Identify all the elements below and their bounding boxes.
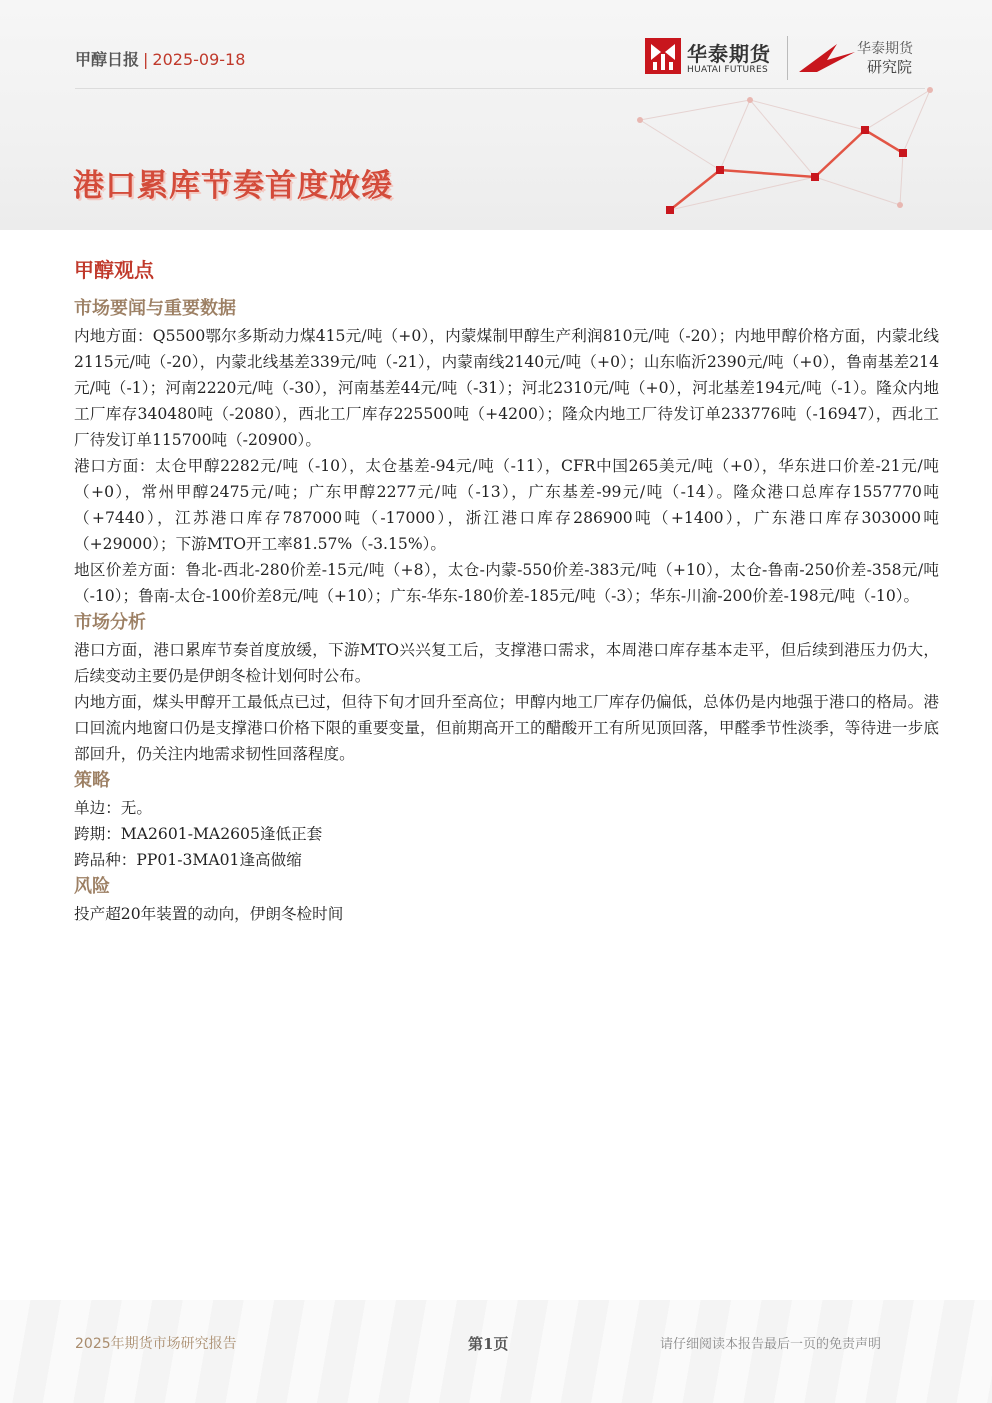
paragraph-inland: 内地方面：Q5500鄂尔多斯动力煤415元/吨（+0），内蒙煤制甲醇生产利润810元/吨（-20）；内地甲醇价格方面，内蒙北线2115元/吨（-20），内蒙北线基差339元/吨（-21），内蒙南线2140元/吨（+0）；山东临沂2390元/吨（+0），鲁南基差214元/吨（-1）；河南2220元/吨（-30），河南基差44元/吨（-31）；河北2310元/吨（+0），河北基差194元/吨（-1）。隆众内地工厂库存340480吨（-2080），西北工厂库存225500吨（+4200）；隆众内地工厂待发订单233776吨（-16947），西北工厂待发订单115700吨（-20900）。 [74,327,939,449]
heading-risk: 风险 [74,876,110,897]
heading-market-analysis: 市场分析 [74,612,146,633]
footer-page-number: 第1页 [468,1335,509,1353]
logo-divider [787,36,788,80]
huatai-futures-logo [645,38,780,78]
institute-line1: 华泰期货 [857,41,913,57]
section-title: 甲醇观点 [74,258,154,282]
report-header [0,0,992,230]
research-institute-logo [797,38,927,80]
heading-strategy: 策略 [74,770,110,791]
report-type-line [75,47,245,70]
strategy-calendar-spread: 跨期：MA2601-MA2605逢低正套 [74,825,323,843]
paragraph-risk: 投产超20年装置的动向，伊朗冬检时间 [74,905,344,923]
network-decoration-graphic [600,80,992,230]
report-content [74,255,939,927]
huatai-logo-mark-icon [645,38,681,74]
paragraph-regional-spread: 地区价差方面：鲁北-西北-280价差-15元/吨（+8），太仓-内蒙-550价差-383元/吨（+10），太仓-鲁南-250价差-358元/吨（-10）；鲁南-太仓-100价差8元/吨（+10）；广东-华东-180价差-185元/吨（-3）；华东-川渝-200价差-198元/吨（-10）。 [74,561,939,605]
footer-report-name: 2025年期货市场研究报告 [75,1336,237,1352]
paragraph-port: 港口方面：太仓甲醇2282元/吨（-10），太仓基差-94元/吨（-11），CFR中国265美元/吨（+0），华东进口价差-21元/吨（+0），常州甲醇2475元/吨；广东甲醇2277元/吨（-13），广东基差-99元/吨（-14）。隆众港口总库存1557770吨（+7440），江苏港口库存787000吨（-17000），浙江港口库存286900吨（+1400），广东港口库存303000吨（+29000）；下游MTO开工率81.57%（-3.15%）。 [74,457,939,553]
paragraph-analysis-inland: 内地方面，煤头甲醇开工最低点已过，但待下旬才回升至高位；甲醇内地工厂库存仍偏低，总体仍是内地强于港口的格局。港口回流内地窗口仍是支撑港口价格下限的重要变量，但前期高开工的醋酸开工有所见顶回落，甲醛季节性淡季，等待进一步底部回升，仍关注内地需求韧性回落程度。 [74,693,939,763]
logo-cn-text: 华泰期货 [687,42,771,66]
page-title: 港口累库节奏首度放缓 [73,168,393,204]
strategy-cross-product: 跨品种：PP01-3MA01逢高做缩 [74,851,302,869]
header-separator: | [143,50,149,69]
paragraph-analysis-port: 港口方面，港口累库节奏首度放缓，下游MTO兴兴复工后，支撑港口需求，本周港口库存基本走平，但后续到港压力仍大，后续变动主要仍是伊朗冬检计划何时公布。 [74,641,939,685]
heading-market-news: 市场要闻与重要数据 [74,298,236,319]
report-date: 2025-09-18 [152,50,246,69]
footer-disclaimer-note: 请仔细阅读本报告最后一页的免责声明 [660,1337,882,1352]
logo-en-text: HUATAI FUTURES [687,65,768,75]
report-type: 甲醇日报 [75,50,140,69]
strategy-single-side: 单边：无。 [74,799,152,817]
institute-line2: 研究院 [867,58,913,76]
institute-wing-icon [797,38,857,78]
